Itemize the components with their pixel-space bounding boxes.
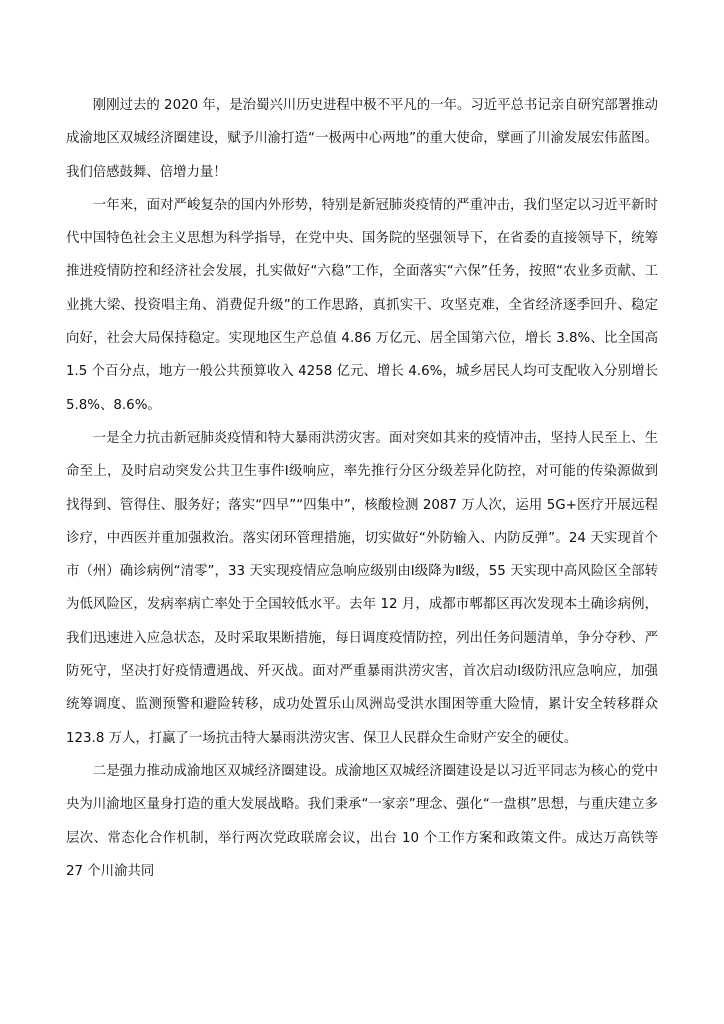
paragraph-year-review: 一年来，面对严峻复杂的国内外形势，特别是新冠肺炎疫情的严重冲击，我们坚定以习近平新时代中国特色社会主义思想为科学指导，在党中央、国务院的坚强领导下，在省委的直接领导下，统筹推进疫情防控和经济社会发展，扎实做好“六稳”工作，全面落实“六保”任务，按照“农业多贡献、工业挑大梁、投资唱主角、消费促升级”的工作思路，真抓实干、攻坚克难，全省经济逐季回升、稳定向好，社会大局保持稳定。实现地区生产总值 4.86 万亿元、居全国第六位，增长 3.8%、比全国高 1.5 个百分点，地方一般公共预算收入 4258 亿元、增长 4.6%，城乡居民人均可支配收入分别增长 5.8%、8.6%。 <box>66 197 658 413</box>
paragraph-intro: 刚刚过去的 2020 年，是治蜀兴川历史进程中极不平凡的一年。习近平总书记亲自研究部署推动成渝地区双城经济圈建设，赋予川渝打造“一极两中心两地”的重大使命，擘画了川渝发展宏伟蓝图。我们倍感鼓舞、倍增力量！ <box>66 98 658 180</box>
document-body <box>66 89 658 888</box>
paragraph-chengyu-economic-circle: 二是强力推动成渝地区双城经济圈建设。成渝地区双城经济圈建设是以习近平同志为核心的党中央为川渝地区量身打造的重大发展战略。我们秉承“一家亲”理念、强化“一盘棋”思想，与重庆建立多层次、常态化合作机制，举行两次党政联席会议，出台 10 个工作方案和政策文件。成达万高铁等 27 个川渝共同 <box>66 763 658 879</box>
paragraph-epidemic-flood: 一是全力抗击新冠肺炎疫情和特大暴雨洪涝灾害。面对突如其来的疫情冲击，坚持人民至上、生命至上，及时启动突发公共卫生事件Ⅰ级响应，率先推行分区分级差异化防控，对可能的传染源做到找得到、管得住、服务好；落实“四早”“四集中”，核酸检测 2087 万人次，运用 5G+医疗开展远程诊疗，中西医并重加强救治。落实闭环管理措施，切实做好“外防输入、内防反弹”。24 天实现首个市（州）确诊病例“清零”，33 天实现疫情应急响应级别由Ⅰ级降为Ⅱ级，55 天实现中高风险区全部转为低风险区，发病率病亡率处于全国较低水平。去年 12 月，成都市郫都区再次发现本土确诊病例，我们迅速进入应急状态，及时采取果断措施，每日调度疫情防控，列出任务问题清单，争分夺秒、严防死守，坚决打好疫情遭遇战、歼灭战。面对严重暴雨洪涝灾害，首次启动Ⅰ级防汛应急响应，加强统筹调度、监测预警和避险转移，成功处置乐山凤洲岛受洪水围困等重大险情，累计安全转移群众 123.8 万人，打赢了一场抗击特大暴雨洪涝灾害、保卫人民群众生命财产安全的硬仗。 <box>66 430 658 746</box>
